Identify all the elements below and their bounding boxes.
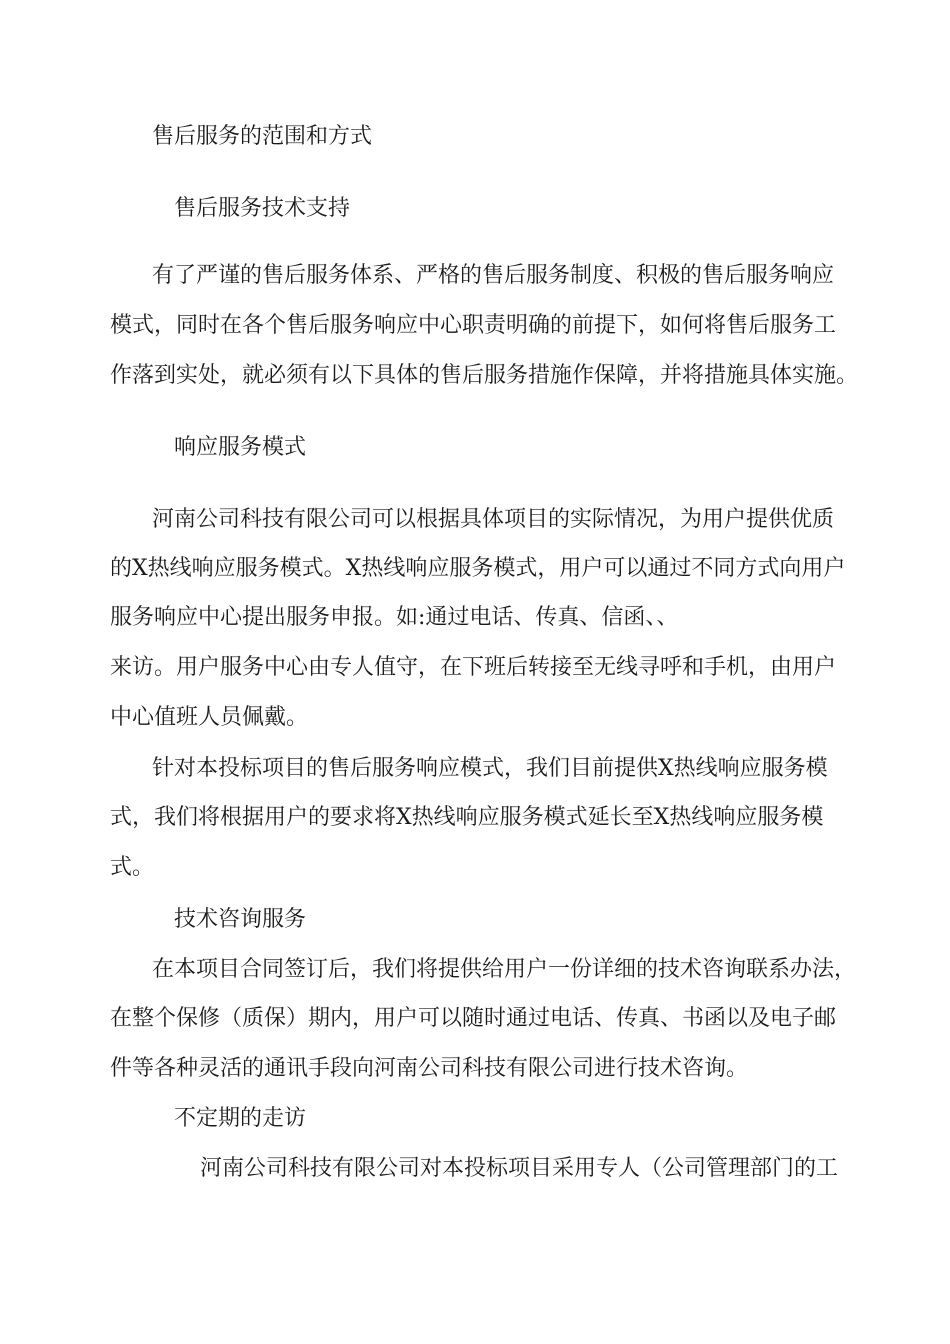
paragraph-line: 有了严谨的售后服务体系、严格的售后服务制度、积极的售后服务响应 [152,263,835,288]
paragraph-line: 服务响应中心提出服务申报。如:通过电话、传真、信函、、 [110,605,679,630]
heading-technical-consulting: 技术咨询服务 [174,907,307,932]
paragraph-line: 作落到实处，就必须有以下具体的售后服务措施作保障，并将措施具体实施。 [110,363,859,388]
paragraph-line: 来访。用户服务中心由专人值守，在下班后转接至无线寻呼和手机，由用户 [110,655,837,680]
paragraph-line: 针对本投标项目的售后服务响应模式，我们目前提供X热线响应服务模 [152,756,828,781]
paragraph-line: 件等各种灵活的通讯手段向河南公司科技有限公司进行技术咨询。 [110,1056,749,1081]
paragraph-line: 在整个保修（质保）期内，用户可以随时通过电话、传真、书函以及电子邮 [110,1006,837,1031]
heading-service-scope: 售后服务的范围和方式 [152,124,373,149]
heading-technical-support: 售后服务技术支持 [174,196,351,221]
paragraph-line: 河南公司科技有限公司对本投标项目采用专人（公司管理部门的工 [200,1156,839,1181]
paragraph-line: 在本项目合同签订后，我们将提供给用户一份详细的技术咨询联系办法， [152,957,857,982]
heading-irregular-visits: 不定期的走访 [174,1106,307,1131]
paragraph-line: 式。 [110,855,155,880]
heading-response-mode: 响应服务模式 [174,435,307,460]
paragraph-line: 的X热线响应服务模式。X热线响应服务模式，用户可以通过不同方式向用户 [110,556,846,581]
paragraph-line: 模式，同时在各个售后服务响应中心职责明确的前提下，如何将售后服务工 [110,313,837,338]
paragraph-line: 河南公司科技有限公司可以根据具体项目的实际情况，为用户提供优质 [152,507,835,532]
paragraph-line: 中心值班人员佩戴。 [110,705,309,730]
paragraph-line: 式，我们将根据用户的要求将X热线响应服务模式延长至X热线响应服务模 [110,805,824,830]
